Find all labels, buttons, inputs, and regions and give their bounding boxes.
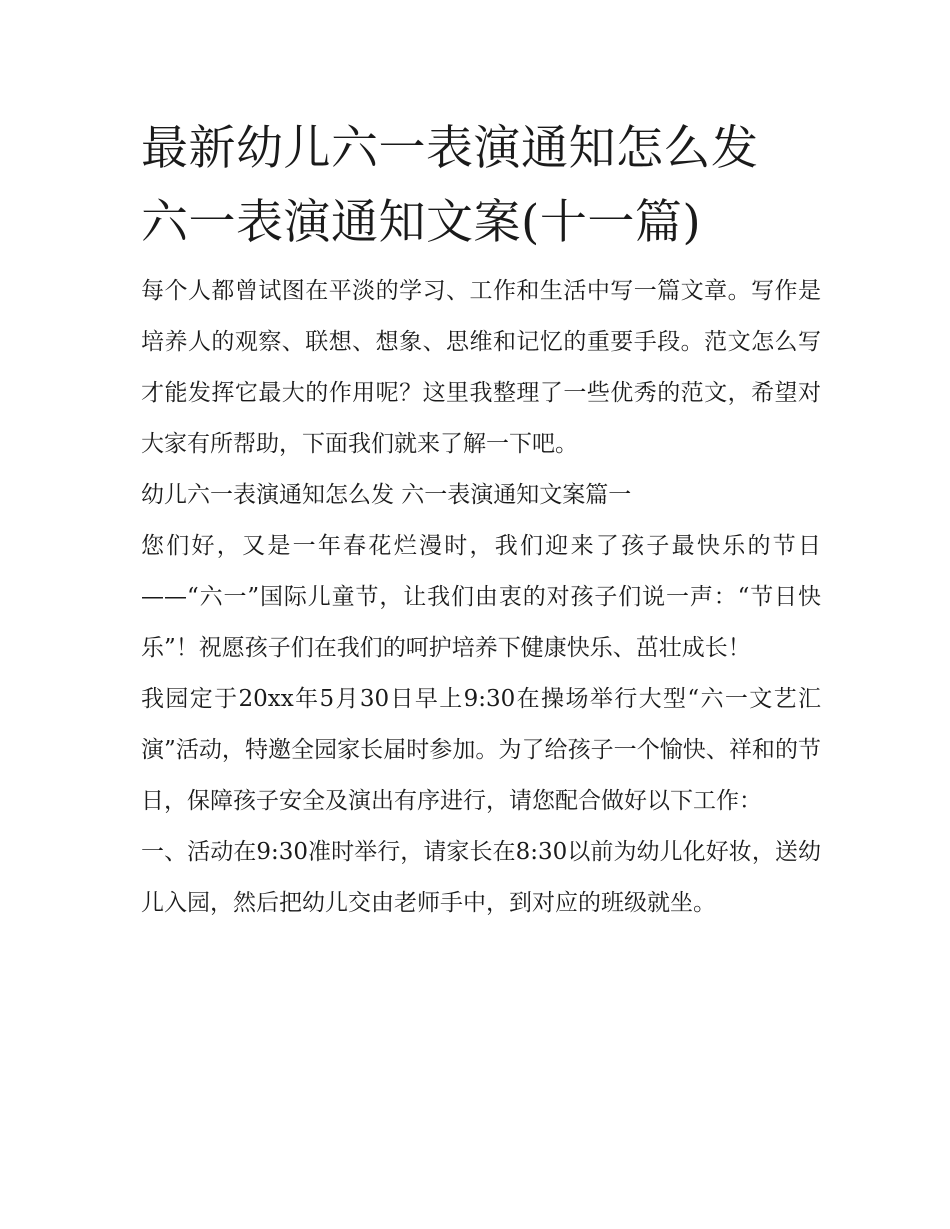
- intro-paragraph: 每个人都曾试图在平淡的学习、工作和生活中写一篇文章。写作是培养人的观察、联想、想象、思维和记忆的重要手段。范文怎么写才能发挥它最大的作用呢？这里我整理了一些优秀的范文，希望对大家有所帮助，下面我们就来了解一下吧。: [141, 278, 821, 457]
- document-title: [141, 112, 821, 260]
- title-line-2: 六一表演通知文案(十一篇): [141, 195, 702, 250]
- greeting-paragraph: 您们好，又是一年春花烂漫时，我们迎来了孩子最快乐的节日——“六一”国际儿童节，让我们由衷的对孩子们说一声：“节日快乐”！祝愿孩子们在我们的呵护培养下健康快乐、茁壮成长！: [141, 533, 821, 661]
- section-heading: 幼儿六一表演通知怎么发 六一表演通知文案篇一: [141, 482, 632, 508]
- document-content: [141, 112, 821, 929]
- instruction-paragraph-1: 一、活动在9:30准时举行，请家长在8:30以前为幼儿化好妆，送幼儿入园，然后把幼儿交由老师手中，到对应的班级就坐。: [141, 839, 821, 916]
- event-paragraph: 我园定于20xx年5月30日早上9:30在操场举行大型“六一文艺汇演”活动，特邀全园家长届时参加。为了给孩子一个愉快、祥和的节日，保障孩子安全及演出有序进行，请您配合做好以下工作：: [141, 686, 821, 814]
- title-line-1: 最新幼儿六一表演通知怎么发: [141, 121, 759, 176]
